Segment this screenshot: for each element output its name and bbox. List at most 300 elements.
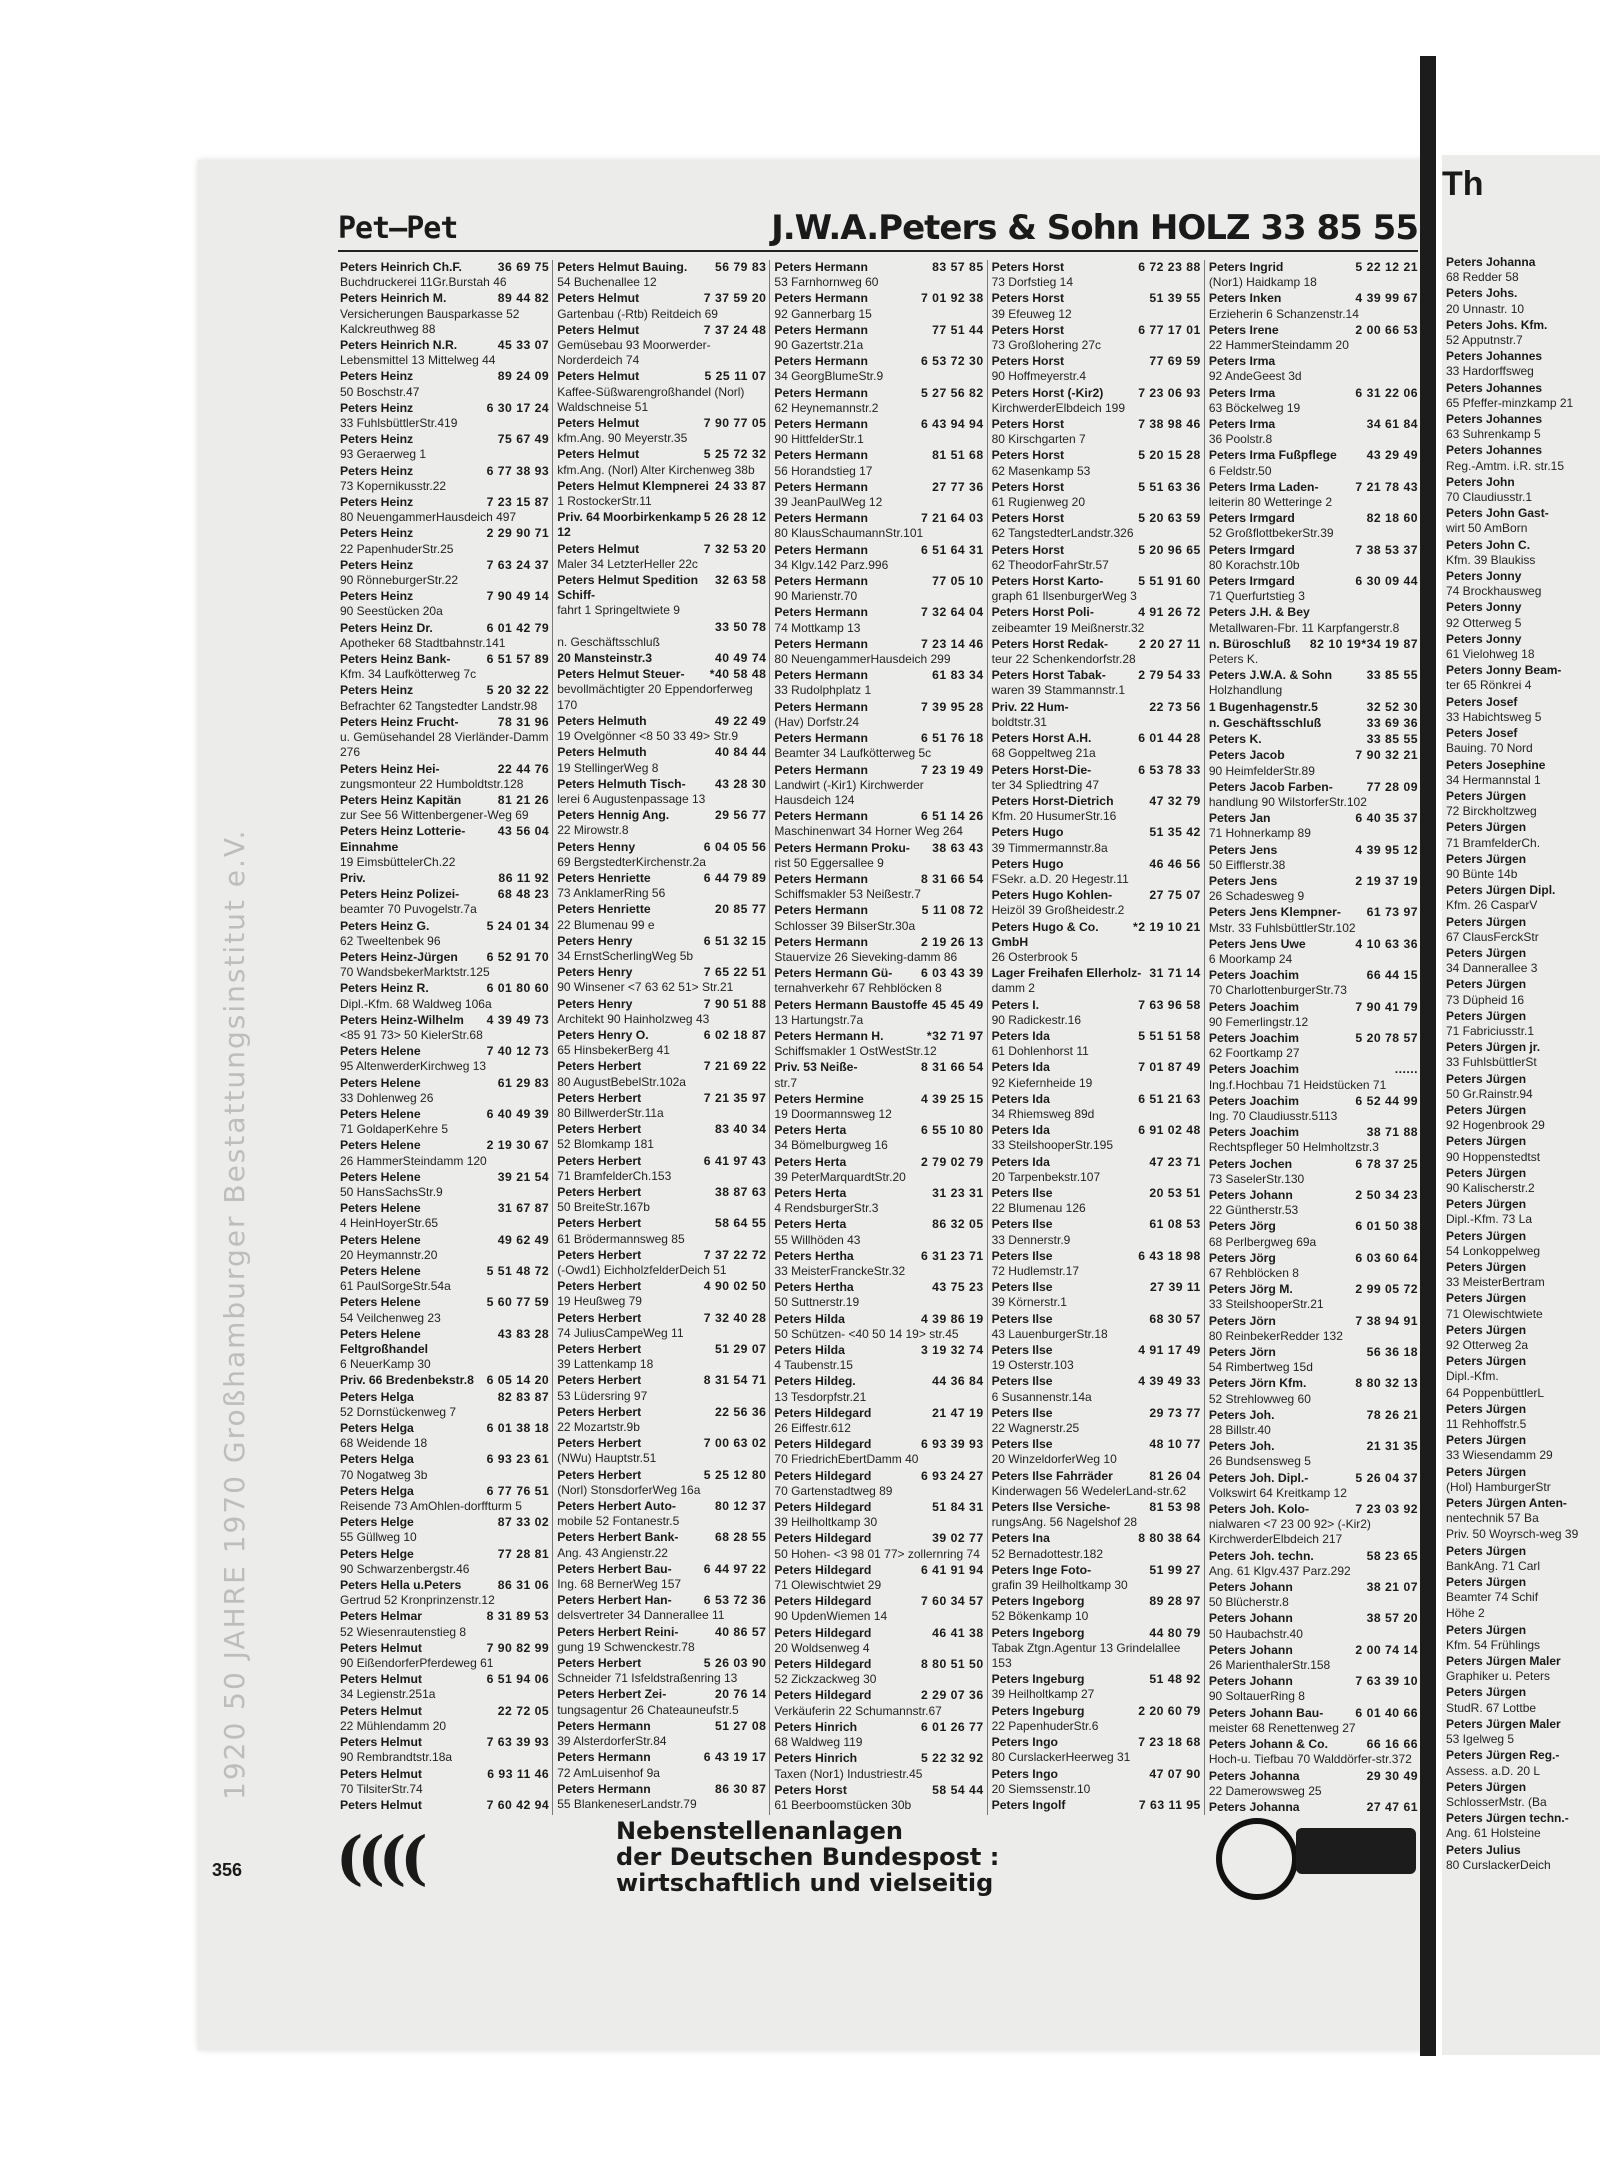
- entry-name: Peters Ingo: [991, 1766, 1058, 1781]
- entry-name: Peters Ida: [991, 1060, 1050, 1075]
- entry-name: Peters Helmut: [340, 1640, 422, 1655]
- listing-entry: [992, 1469, 1201, 1499]
- listing-entry: [340, 1373, 549, 1388]
- entry-address: Volkswirt 64 Kreitkamp 12: [1208, 1485, 1347, 1500]
- phone-number: 22 44 76: [497, 761, 550, 776]
- phone-number: 77 51 44: [932, 322, 984, 337]
- phone-number: 6 03 60 64: [1355, 1250, 1419, 1265]
- listing-entry: [992, 605, 1201, 635]
- listing-entry: [1446, 1717, 1596, 1747]
- phone-number: 5 51 91 60: [1138, 574, 1201, 589]
- entry-name: Peters Jürgen: [1446, 1228, 1527, 1243]
- entry-name: Peters Ina: [991, 1531, 1050, 1546]
- phone-number: 6 93 24 27: [921, 1468, 984, 1483]
- entry-name: Peters Heinz Hei-: [340, 761, 440, 776]
- listing-entry: [340, 1233, 549, 1263]
- phone-number: 46 41 38: [932, 1625, 984, 1640]
- listing-column-5: [1205, 260, 1421, 1815]
- phone-number: 7 38 94 91: [1355, 1313, 1419, 1328]
- entry-name: Peters Horst: [991, 479, 1065, 494]
- entry-name: Peters Irmgard: [1208, 511, 1295, 526]
- entry-name: Peters Hilda: [774, 1343, 845, 1358]
- entry-address: 52 Bernadottestr.182: [991, 1546, 1104, 1561]
- listing-entry: [774, 1280, 983, 1310]
- entry-address: 90 UpdenWiemen 14: [774, 1609, 888, 1624]
- entry-name: Peters Herta: [774, 1123, 847, 1138]
- entry-name: Peters Jürgen: [1446, 1260, 1527, 1274]
- entry-address: 80 ReinbekerRedder 132: [1208, 1328, 1343, 1343]
- entry-name: Peters Jens Klempner-: [1208, 905, 1341, 920]
- entry-address: 80 NeuengammerHausdeich 497: [340, 510, 517, 525]
- listing-entry: [340, 981, 549, 1011]
- entry-name: Peters Herbert: [557, 1404, 642, 1419]
- entry-address: Maschinenwart 34 Horner Weg 264: [774, 824, 963, 839]
- listing-entry: [557, 745, 766, 775]
- listing-entry: [557, 447, 766, 477]
- phone-number: 7 32 64 04: [921, 605, 984, 620]
- entry-name: Peters Jürgen: [1446, 1354, 1527, 1369]
- entry-address: str.7: [774, 1075, 798, 1090]
- entry-name: Peters Hermann: [557, 1750, 651, 1765]
- listing-entry: [774, 1406, 983, 1436]
- entry-address: 71 BramfelderCh.153: [557, 1168, 672, 1183]
- listing-entry: [340, 621, 549, 651]
- listing-column-1: [336, 260, 553, 1815]
- entry-address: 90 Gazertstr.21a: [774, 338, 864, 353]
- entry-address: kfm.Ang. (Norl) Alter Kirchenweg 38b: [557, 462, 755, 477]
- entry-name: Peters Jürgen: [1446, 1575, 1527, 1590]
- listing-entry: [1446, 1544, 1596, 1574]
- listing-entry: [1209, 417, 1418, 447]
- listing-entry: [1446, 1197, 1596, 1227]
- entry-name: Peters Joh.: [1208, 1407, 1275, 1422]
- entry-address: [992, 1813, 1201, 1815]
- phone-number: 6 77 17 01: [1138, 322, 1201, 337]
- entry-name: Peters Johann: [1208, 1580, 1293, 1595]
- entry-address: 33 SteilshooperStr.21: [1208, 1297, 1324, 1312]
- phone-number: 6 91 02 48: [1138, 1123, 1201, 1138]
- entry-address: 34 ErnstScherlingWeg 5b: [557, 948, 694, 963]
- entry-address: 20 Woldsenweg 4: [774, 1640, 870, 1655]
- entry-address: Kfm. 26 CasparV: [1446, 898, 1538, 913]
- listing-entry: [340, 1044, 549, 1074]
- entry-address: 80 KlausSchaumannStr.101: [774, 526, 924, 541]
- phone-number: 7 90 51 88: [703, 996, 767, 1011]
- entry-address: (-Owd1) EichholzfelderDeich 51: [557, 1263, 727, 1277]
- entry-address: 73 Großlohering 27c: [991, 338, 1102, 353]
- entry-address: 72 AmLuisenhof 9a: [557, 1765, 660, 1780]
- phone-number: 2 19 37 19: [1355, 873, 1419, 888]
- listing-column-2: [553, 260, 770, 1815]
- listing-entry: [1209, 1094, 1418, 1124]
- entry-name: Peters Horst: [991, 542, 1065, 557]
- entry-address: BankAng. 71 Carl: [1446, 1558, 1541, 1573]
- entry-address: 39 Körnerstr.1: [991, 1295, 1067, 1310]
- entry-name: Peters Helmut: [557, 369, 640, 384]
- phone-number: 6 01 40 66: [1355, 1705, 1419, 1720]
- entry-name: Peters Ilse Fahrräder: [991, 1468, 1113, 1483]
- phone-number: 58 64 55: [714, 1216, 767, 1231]
- entry-name: Peters Johs. Kfm.: [1446, 317, 1548, 332]
- listing-entry: [774, 1217, 983, 1247]
- telephone-dial-icon: [1216, 1818, 1298, 1900]
- entry-name: Peters Heinz: [340, 526, 414, 541]
- listing-entry: [557, 1311, 766, 1341]
- entry-address: 50 Haubachstr.40: [1208, 1626, 1303, 1641]
- phone-number: 38 57 20: [1366, 1611, 1419, 1626]
- entry-address: 26 Schadesweg 9: [1208, 889, 1305, 904]
- entry-name: Peters Herbert: [557, 1153, 642, 1168]
- listing-entry: [557, 808, 766, 838]
- phone-number: 2 00 66 53: [1355, 322, 1419, 337]
- entry-address: Architekt 90 Hainholzweg 43: [557, 1011, 710, 1026]
- entry-address: Heizöl 39 Großheidestr.2: [991, 903, 1125, 918]
- phone-number: 7 21 78 43: [1355, 479, 1419, 494]
- entry-name: Priv. 66 Bredenbekstr.8: [340, 1373, 474, 1388]
- entry-name: Peters Helene: [340, 1138, 421, 1153]
- entry-address: Erzieherin 6 Schanzenstr.14: [1208, 306, 1359, 321]
- phone-number: 24 33 87: [714, 478, 767, 493]
- phone-number: 33 85 55: [1366, 668, 1419, 683]
- entry-address: 1 RostockerStr.11: [557, 494, 652, 509]
- phone-number: 51 29 07: [714, 1342, 767, 1357]
- phone-number: 6 93 23 61: [486, 1452, 550, 1467]
- listing-entry: [1209, 448, 1418, 478]
- entry-name: Peters Hugo & Co. GmbH: [991, 919, 1099, 949]
- phone-number: 2 20 60 79: [1138, 1703, 1201, 1718]
- entry-name: Peters Henny: [557, 839, 636, 854]
- listing-entry: [992, 1280, 1201, 1310]
- entry-address: 90 Femerlingstr.12: [1208, 1014, 1309, 1029]
- entry-name: Peters Hildeg.: [774, 1374, 856, 1389]
- phone-number: 66 44 15: [1366, 968, 1419, 983]
- entry-name: Peters Horst (-Kir2): [991, 385, 1104, 400]
- listing-entry: [557, 542, 766, 572]
- entry-address: Verkäuferin 22 Schumannstr.67: [774, 1703, 942, 1718]
- phone-number: 31 71 14: [1149, 966, 1201, 981]
- entry-name: Peters Hildegard: [774, 1688, 872, 1703]
- entry-address: 39 Efeuweg 12: [991, 306, 1072, 321]
- entry-address: 71 Olewischtwiet 29: [774, 1578, 882, 1593]
- phone-number: 7 37 24 48: [703, 322, 767, 337]
- phone-number: 39 02 77: [932, 1531, 984, 1546]
- listing-entry: [992, 323, 1201, 353]
- listing-entry: [992, 291, 1201, 321]
- entry-address: (Hol) HamburgerStr: [1446, 1479, 1551, 1494]
- entry-address: Apotheker 68 Stadtbahnstr.141: [340, 635, 506, 650]
- entry-name: Peters Hildegard: [774, 1562, 872, 1577]
- entry-address: 90 Marienstr.70: [774, 589, 858, 604]
- entry-name: Peters Jens: [1208, 873, 1278, 888]
- phone-number: 5 20 32 22: [486, 683, 550, 698]
- entry-name: Peters Joh.: [1208, 1439, 1275, 1454]
- entry-address: 26 Bundsensweg 5: [1208, 1454, 1311, 1469]
- entry-address: 74 Brockhausweg: [1446, 584, 1542, 599]
- entry-address: 22 PapenhuderStr.25: [340, 541, 454, 556]
- entry-name: Peters Helene: [340, 1264, 421, 1278]
- listing-entry: [1209, 1000, 1418, 1030]
- listing-entry: [1446, 538, 1596, 568]
- listing-entry: [1446, 1654, 1596, 1684]
- entry-name: Peters Hermann: [774, 668, 868, 683]
- phone-number: 56 79 83: [714, 260, 767, 274]
- entry-address: 70 Gartenstadtweg 89: [774, 1483, 893, 1498]
- listing-entry: [774, 1720, 983, 1750]
- entry-address: 39 JeanPaulWeg 12: [774, 495, 883, 510]
- entry-name: Peters Horst Karto-: [991, 574, 1104, 589]
- entry-address: 92 Otterweg 2a: [1446, 1338, 1529, 1353]
- entry-address: Rechtspfleger 50 Helmholtzstr.3: [1208, 1140, 1379, 1155]
- listing-entry: [992, 888, 1201, 918]
- phone-number: [921, 1814, 984, 1815]
- entry-address: Stauervize 26 Sieveking-damm 86: [774, 949, 958, 964]
- listing-entry: [992, 1437, 1201, 1467]
- phone-number: 21 47 19: [932, 1405, 984, 1420]
- entry-address: Buchdruckerei 11Gr.Burstah 46: [340, 275, 507, 290]
- entry-name: Peters Herbert: [557, 1656, 642, 1671]
- entry-name: Peters Jonny Beam-: [1446, 663, 1562, 678]
- listing-entry: [992, 1312, 1201, 1342]
- phone-number: 77 28 09: [1366, 779, 1419, 794]
- phone-number: 6 43 94 94: [921, 417, 984, 432]
- entry-address: 71 Olewischtwiete: [1446, 1306, 1543, 1321]
- phone-number: 20 85 77: [714, 902, 767, 917]
- entry-address: 62 Foortkamp 27: [1208, 1046, 1300, 1061]
- listing-entry: [774, 1029, 983, 1059]
- listing-entry: [557, 777, 766, 807]
- entry-address: Lebensmittel 13 Mittelweg 44: [340, 353, 496, 368]
- entry-address: Kinderwagen 56 WedelerLand-str.62: [991, 1483, 1187, 1498]
- listing-entry: [557, 1216, 766, 1246]
- phone-number: 7 32 53 20: [703, 541, 767, 556]
- phone-number: 2 29 07 36: [921, 1688, 984, 1703]
- entry-address: 73 SaselerStr.130: [1208, 1171, 1305, 1186]
- phone-number: 5 26 03 90: [703, 1656, 767, 1671]
- listing-entry: [774, 637, 983, 667]
- entry-address: [340, 1813, 549, 1815]
- listing-entry: [774, 668, 983, 698]
- phone-number: 2 00 74 14: [1355, 1642, 1419, 1657]
- phone-number: 2 79 02 79: [921, 1154, 984, 1169]
- listing-entry: [557, 291, 766, 321]
- listing-entry: [774, 1374, 983, 1404]
- entry-address: Schiffsmakler 1 OstWestStr.12: [774, 1044, 937, 1059]
- listing-entry: [774, 323, 983, 353]
- entry-name: Peters Helene Feltgroßhandel: [340, 1326, 429, 1357]
- listing-entry: [1209, 1031, 1418, 1061]
- entry-name: Peters Helmuth Tisch-: [557, 776, 686, 791]
- listing-entry: [1446, 318, 1596, 348]
- entry-name: Peters Jürgen: [1446, 1622, 1527, 1637]
- entry-name: Peters Hermann: [774, 291, 868, 306]
- phone-number: 40 49 74: [714, 651, 767, 666]
- listing-entry: [992, 1343, 1201, 1373]
- entry-address: 39 Timmermannstr.8a: [991, 840, 1108, 855]
- entry-name: Peters Hermann: [774, 479, 868, 494]
- entry-address: 22 Mühlendamm 20: [340, 1718, 447, 1733]
- listing-entry: [557, 1028, 766, 1058]
- listing-entry: [557, 416, 766, 446]
- entry-name: Peters Herta: [774, 1185, 847, 1200]
- listing-entry: [1446, 915, 1596, 945]
- phone-number: 45 33 07: [497, 338, 550, 353]
- entry-name: Peters Jörn: [1208, 1345, 1276, 1360]
- entry-address: Reisende 73 AmOhlen-dorffturm 5: [340, 1499, 522, 1514]
- entry-address: 90 SoltauerRing 8: [1208, 1689, 1305, 1704]
- entry-name: Peters Helga: [340, 1452, 414, 1467]
- entry-address: Beamter 74 Schif: [1446, 1590, 1539, 1605]
- entry-name: Peters Helmut: [557, 291, 640, 306]
- listing-entry: [557, 1782, 766, 1812]
- entry-name: Peters Johann: [1208, 1642, 1293, 1657]
- entry-address: Ang. 61 Klgv.437 Parz.292: [1208, 1563, 1351, 1578]
- entry-name: Peters Jürgen: [1446, 788, 1527, 803]
- entry-address: 90 Kalischerstr.2: [1446, 1180, 1535, 1195]
- entry-address: 54 Lonkoppelweg: [1446, 1243, 1541, 1258]
- entry-address: zungsmonteur 22 Humboldtstr.128: [340, 776, 524, 791]
- entry-name: Peters Helene: [340, 1232, 421, 1247]
- listing-entry: [992, 1249, 1201, 1279]
- phone-number: 3 19 32 74: [921, 1343, 984, 1358]
- phone-number: 43 75 23: [932, 1280, 984, 1295]
- phone-number: 49 22 49: [714, 713, 767, 728]
- entry-address: teur 22 Schenkendorfstr.28: [991, 652, 1136, 667]
- phone-number: *34 19 87: [1361, 636, 1419, 651]
- listing-entry: [1446, 1291, 1596, 1321]
- listing-entry: [1209, 1376, 1418, 1406]
- entry-name: Peters Horst: [991, 322, 1065, 337]
- entry-name: Peters Johanna: [1208, 1768, 1300, 1783]
- next-page-column: [1446, 255, 1596, 1874]
- entry-address: 26 HammerSteindamm 120: [340, 1153, 487, 1168]
- phone-number: 6 43 18 98: [1138, 1248, 1201, 1263]
- phone-number: 6 41 97 43: [703, 1153, 767, 1168]
- entry-name: Peters Johs.: [1446, 286, 1518, 301]
- entry-address: 55 BlankeneserLandstr.79: [557, 1796, 697, 1811]
- listing-entry: [340, 291, 549, 337]
- entry-address: 39 Heilholtkamp 27: [991, 1687, 1095, 1702]
- listing-entry: [1446, 381, 1596, 411]
- entry-name: Peters Joachim: [1208, 1093, 1299, 1108]
- phone-number: 6 77 76 51: [486, 1483, 550, 1498]
- listing-entry: [992, 763, 1201, 793]
- listing-entry: [1209, 1502, 1418, 1548]
- listing-entry: [340, 1295, 549, 1325]
- entry-address: 6 NeuerKamp 30: [340, 1357, 431, 1372]
- listing-entry: [1209, 968, 1418, 998]
- entry-address: 4 Taubenstr.15: [774, 1358, 853, 1373]
- entry-address: 62 Masenkamp 53: [991, 463, 1091, 478]
- phone-number: 6 02 18 87: [703, 1027, 767, 1042]
- entry-name: Peters Ilse: [991, 1437, 1053, 1452]
- entry-address: 4 HeinHoyerStr.65: [340, 1216, 439, 1231]
- listing-entry: [557, 1279, 766, 1309]
- entry-name: Peters Jörn Kfm.: [1208, 1376, 1307, 1391]
- entry-name: Peters Heinz: [340, 495, 414, 510]
- listing-entry: [557, 840, 766, 870]
- phone-number: 6 51 76 18: [921, 731, 984, 746]
- entry-name: Peters Jörg: [1208, 1250, 1276, 1265]
- listing-entry: [774, 1751, 983, 1781]
- entry-name: Peters Ilse: [991, 1280, 1053, 1295]
- listing-entry: [774, 841, 983, 871]
- listing-entry: [1209, 1157, 1418, 1187]
- entry-name: Peters Jürgen: [1446, 1433, 1527, 1448]
- listing-entry: [992, 354, 1201, 384]
- listing-entry: [992, 1092, 1201, 1122]
- phone-number: 38 87 63: [714, 1184, 767, 1199]
- entry-name: Peters Jörg: [1208, 1219, 1276, 1234]
- entry-name: Peters Helge: [340, 1515, 414, 1530]
- listing-entry: [1209, 1611, 1418, 1641]
- phone-number: 61 73 97: [1366, 905, 1419, 920]
- listing-entry: [1446, 632, 1596, 662]
- entry-address: 90 Winsener <7 63 62 51> Str.21: [557, 980, 734, 995]
- phone-number: 4 39 49 73: [486, 1012, 550, 1027]
- listing-entry: [1209, 574, 1418, 604]
- entry-name: Peters Herbert Bau-: [557, 1561, 672, 1576]
- listing-entry: [774, 1594, 983, 1624]
- entry-name: Peters Ilse: [991, 1217, 1053, 1232]
- entry-name: Peters Horst: [991, 291, 1065, 306]
- listing-entry: [1446, 1843, 1596, 1873]
- listing-entry: [1209, 1706, 1418, 1736]
- entry-name: Peters Horst Redak-: [991, 636, 1109, 651]
- entry-name: Peters Hermann Gü-: [774, 966, 893, 981]
- listing-entry: [992, 794, 1201, 824]
- entry-address: graph 61 IlsenburgerWeg 3: [991, 589, 1137, 604]
- entry-address: 33 MeisterBertram: [1446, 1275, 1545, 1290]
- listing-entry: [1446, 1433, 1596, 1463]
- entry-name: Peters Hermann: [774, 542, 868, 557]
- entry-name: Peters Johann & Co.: [1208, 1737, 1329, 1752]
- phone-number: 7 63 39 10: [1355, 1674, 1419, 1689]
- listing-entry: [1209, 668, 1418, 698]
- entry-address: Dipl.-Kfm.: [1446, 1369, 1499, 1384]
- entry-name: Peters Jörg M.: [1208, 1282, 1293, 1297]
- page-title: Pet—Pet: [338, 211, 458, 246]
- listing-entry: [340, 338, 549, 368]
- entry-name: Peters Helga: [340, 1389, 414, 1404]
- entry-address: Kfm. 54 Frühlings: [1446, 1637, 1541, 1652]
- entry-address: 50 Eifflerstr.38: [1208, 857, 1286, 872]
- entry-address: 61 Rugienweg 20: [991, 495, 1086, 510]
- entry-address: 90 Radickestr.16: [991, 1012, 1081, 1027]
- phone-number: 27 39 11: [1150, 1280, 1201, 1295]
- listing-entry: [992, 543, 1201, 573]
- entry-name: Peters Jörn: [1208, 1313, 1276, 1328]
- entry-address: 52 Apputnstr.7: [1446, 333, 1523, 348]
- listing-entry: [992, 1217, 1201, 1247]
- entry-name: Peters Horst A.H.: [991, 731, 1092, 746]
- entry-address: leiterin 80 Wetteringe 2: [1208, 495, 1332, 510]
- phone-number: 8 80 32 13: [1355, 1376, 1419, 1391]
- phone-number: 7 90 32 21: [1355, 748, 1419, 763]
- entry-name: Peters Heinrich N.R.: [340, 338, 458, 353]
- entry-name: Peters Herbert: [557, 1090, 642, 1105]
- phone-number: 89 28 97: [1149, 1594, 1201, 1609]
- entry-name: Peters Horst: [991, 511, 1065, 526]
- entry-name: Peters John: [1446, 474, 1515, 489]
- listing-entry: [557, 934, 766, 964]
- phone-number: 4 39 49 33: [1138, 1374, 1201, 1389]
- entry-name: Peters Hermann: [774, 417, 868, 432]
- phone-number: *2 19 10 21: [1132, 919, 1201, 934]
- phone-number: 33 69 36: [1366, 715, 1419, 730]
- phone-number: 7 37 59 20: [703, 291, 767, 306]
- entry-name: Peters Herbert: [557, 1310, 642, 1325]
- ad-text: [616, 1818, 999, 1896]
